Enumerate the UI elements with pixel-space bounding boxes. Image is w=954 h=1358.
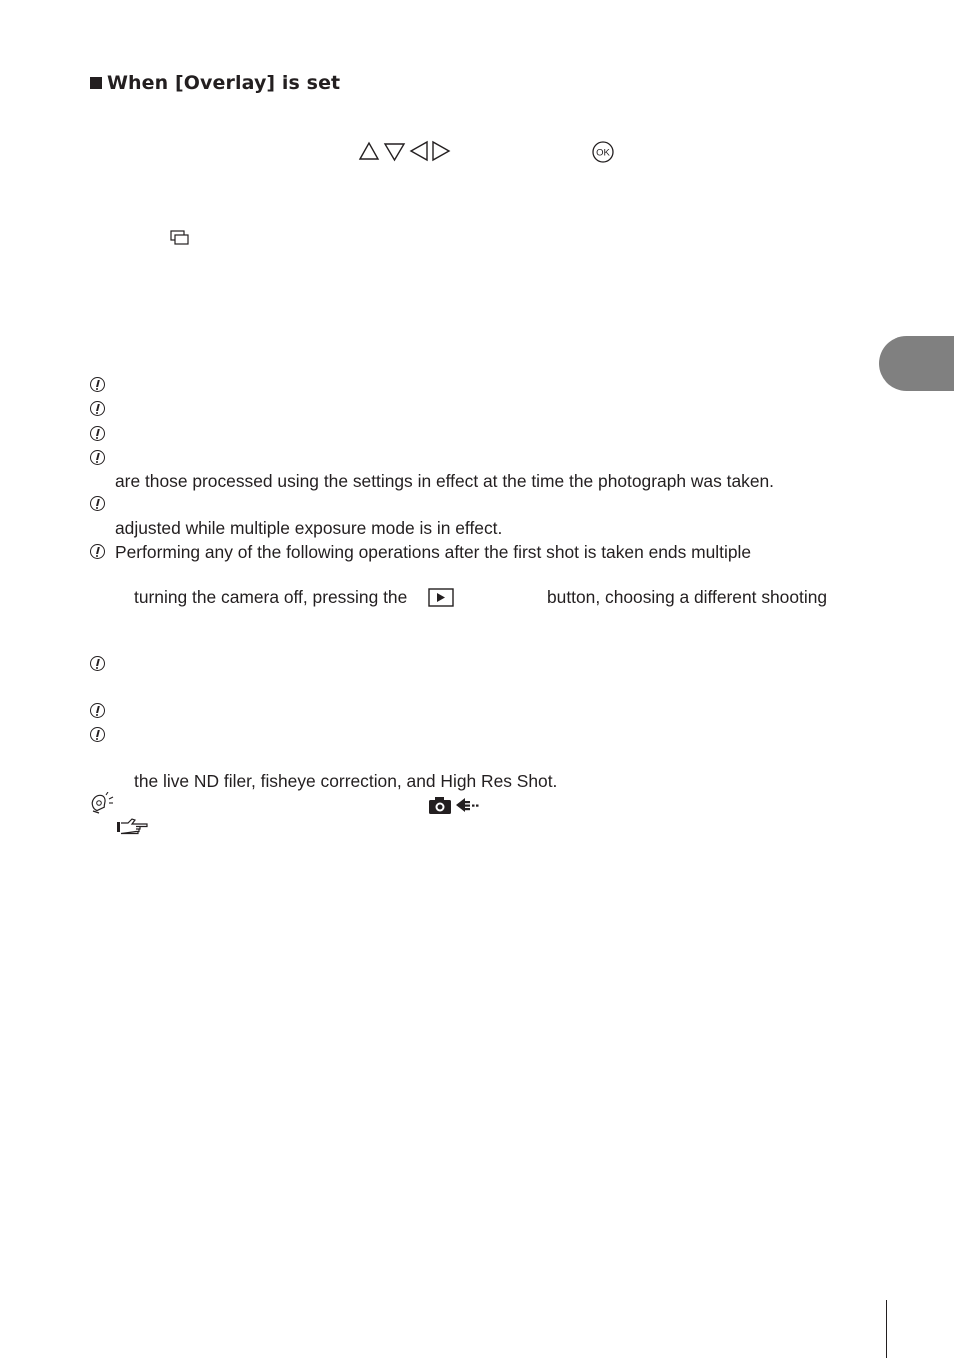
caution-icon [90, 703, 105, 718]
note-text-turning-off: turning the camera off, pressing the [134, 587, 408, 607]
note-text-adjusted: adjusted while multiple exposure mode is in effect. [115, 518, 503, 538]
note-text-processing: are those processed using the settings in effect at the time the photograph was taken. [115, 471, 775, 491]
caution-icon [90, 496, 105, 511]
up-triangle-icon [360, 143, 378, 159]
camera-menu-icon [428, 796, 486, 816]
caution-icon [90, 401, 105, 416]
chapter-tab [879, 336, 954, 391]
note-text-shooting: button, choosing a different shooting [547, 587, 828, 607]
page-margin-rule [886, 1300, 887, 1358]
note-text-live-nd: the live ND filer, fisheye correction, and High Res Shot. [134, 771, 558, 791]
down-triangle-icon [385, 144, 404, 160]
caution-icon [90, 656, 105, 671]
playback-button-icon [428, 588, 454, 608]
heading-text: When [Overlay] is set [107, 72, 341, 94]
caution-icon [90, 426, 105, 441]
arrow-pad-icons [358, 140, 453, 164]
note-text-operations: Performing any of the following operations after the first shot is taken ends multiple [115, 542, 752, 562]
multiple-exposure-icon [170, 230, 190, 246]
right-triangle-icon [433, 142, 449, 160]
caution-icon [90, 727, 105, 742]
tip-bulb-icon [89, 792, 115, 814]
caution-icon [90, 544, 105, 559]
section-heading [90, 72, 340, 94]
heading-square-icon [90, 77, 102, 89]
caution-icon [90, 377, 105, 392]
ok-button-icon [592, 141, 616, 163]
caution-icon [90, 450, 105, 465]
ok-label: OK [596, 147, 610, 159]
reference-hand-icon [116, 816, 150, 836]
left-triangle-icon [411, 142, 427, 160]
